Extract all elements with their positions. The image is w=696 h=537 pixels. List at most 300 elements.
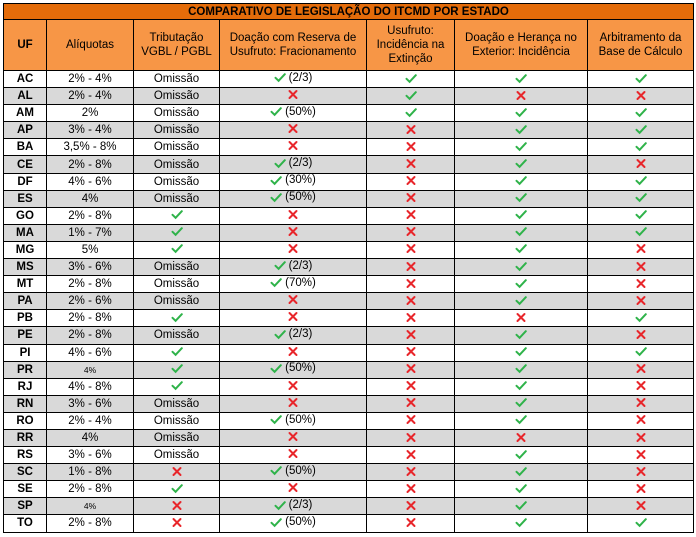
exterior-cell xyxy=(455,378,588,395)
uf-cell xyxy=(4,105,47,122)
usufruto-cell xyxy=(367,156,455,173)
cross-icon xyxy=(635,380,647,391)
doacao-content xyxy=(274,499,313,511)
doacao-fraction: (30%) xyxy=(285,174,316,187)
cross-icon xyxy=(287,294,299,305)
table-row xyxy=(4,105,694,122)
vgbl-cell xyxy=(134,498,220,515)
aliquotas-cell xyxy=(47,71,134,88)
exterior-cell xyxy=(455,71,588,88)
cross-icon xyxy=(635,500,647,511)
doacao-cell xyxy=(220,498,367,515)
checkmark-icon xyxy=(274,260,286,271)
uf-code: RO xyxy=(16,414,34,427)
cross-icon xyxy=(287,397,299,408)
aliquotas-cell xyxy=(47,464,134,481)
vgbl-cell xyxy=(134,139,220,156)
exterior-cell xyxy=(455,515,588,532)
doacao-fraction: (2/3) xyxy=(288,157,313,170)
aliquotas-cell xyxy=(47,515,134,532)
arbitramento-cell xyxy=(588,105,694,122)
cross-icon xyxy=(405,432,417,443)
checkmark-icon xyxy=(515,226,527,237)
doacao-cell xyxy=(220,481,367,498)
usufruto-cell xyxy=(367,224,455,241)
cross-icon xyxy=(287,89,299,100)
checkmark-icon xyxy=(515,517,527,528)
cross-icon xyxy=(635,449,647,460)
arbitramento-cell xyxy=(588,395,694,412)
vgbl-value: Omissão xyxy=(153,175,200,188)
uf-code: AC xyxy=(16,73,34,86)
doacao-content xyxy=(287,294,299,305)
doacao-fraction: (2/3) xyxy=(288,259,313,272)
doacao-content xyxy=(287,243,299,254)
doacao-content xyxy=(287,482,299,493)
uf-cell xyxy=(4,344,47,361)
vgbl-cell xyxy=(134,395,220,412)
checkmark-icon xyxy=(171,483,183,494)
doacao-cell xyxy=(220,241,367,258)
usufruto-cell xyxy=(367,498,455,515)
vgbl-cell xyxy=(134,481,220,498)
cross-icon xyxy=(405,175,417,186)
cross-icon xyxy=(635,432,647,443)
doacao-cell xyxy=(220,464,367,481)
vgbl-cell xyxy=(134,327,220,344)
doacao-content xyxy=(270,362,316,374)
cross-icon xyxy=(171,500,183,511)
uf-cell xyxy=(4,481,47,498)
doacao-cell xyxy=(220,71,367,88)
vgbl-value: Omissão xyxy=(153,295,200,308)
doacao-cell xyxy=(220,293,367,310)
header-arbitramento: Arbitramento da Base de Cálculo xyxy=(588,20,694,71)
vgbl-cell xyxy=(134,207,220,224)
vgbl-cell xyxy=(134,88,220,105)
checkmark-icon xyxy=(635,209,647,220)
doacao-fraction: (2/3) xyxy=(288,328,313,341)
aliquotas-value: 2% - 4% xyxy=(68,90,112,103)
exterior-cell xyxy=(455,156,588,173)
aliquotas-cell xyxy=(47,190,134,207)
doacao-fraction: (50%) xyxy=(285,105,316,118)
cross-icon xyxy=(405,346,417,357)
usufruto-cell xyxy=(367,481,455,498)
checkmark-icon xyxy=(635,124,647,135)
doacao-content xyxy=(287,123,299,134)
uf-cell xyxy=(4,139,47,156)
arbitramento-cell xyxy=(588,429,694,446)
doacao-fraction: (50%) xyxy=(285,413,316,426)
cross-icon xyxy=(171,517,183,528)
table-row xyxy=(4,395,694,412)
checkmark-icon xyxy=(635,192,647,203)
cross-icon xyxy=(287,243,299,254)
header-doacao-usufruto: Doação com Reserva de Usufruto: Fracionamento xyxy=(220,20,367,71)
exterior-cell xyxy=(455,481,588,498)
checkmark-icon xyxy=(635,226,647,237)
table-row xyxy=(4,481,694,498)
doacao-cell xyxy=(220,515,367,532)
arbitramento-cell xyxy=(588,293,694,310)
aliquotas-cell xyxy=(47,412,134,429)
arbitramento-cell xyxy=(588,71,694,88)
exterior-cell xyxy=(455,173,588,190)
doacao-content xyxy=(274,157,313,169)
doacao-content xyxy=(274,328,313,340)
doacao-cell xyxy=(220,105,367,122)
doacao-content xyxy=(287,226,299,237)
checkmark-icon xyxy=(405,90,417,101)
aliquotas-value: 2% - 8% xyxy=(68,312,112,325)
aliquotas-cell xyxy=(47,481,134,498)
vgbl-value: Omissão xyxy=(153,397,200,410)
doacao-cell xyxy=(220,378,367,395)
arbitramento-cell xyxy=(588,259,694,276)
vgbl-cell xyxy=(134,293,220,310)
cross-icon xyxy=(515,90,527,101)
cross-icon xyxy=(405,397,417,408)
doacao-content xyxy=(270,465,316,477)
uf-cell xyxy=(4,71,47,88)
vgbl-value: Omissão xyxy=(153,90,200,103)
table-row xyxy=(4,207,694,224)
uf-cell xyxy=(4,207,47,224)
aliquotas-cell xyxy=(47,293,134,310)
arbitramento-cell xyxy=(588,498,694,515)
arbitramento-cell xyxy=(588,224,694,241)
aliquotas-value: 3% - 6% xyxy=(68,397,112,410)
checkmark-icon xyxy=(171,312,183,323)
usufruto-cell xyxy=(367,207,455,224)
uf-cell xyxy=(4,361,47,378)
vgbl-cell xyxy=(134,241,220,258)
checkmark-icon xyxy=(270,175,282,186)
usufruto-cell xyxy=(367,361,455,378)
cross-icon xyxy=(405,141,417,152)
arbitramento-cell xyxy=(588,327,694,344)
doacao-cell xyxy=(220,139,367,156)
doacao-fraction: (2/3) xyxy=(288,71,313,84)
cross-icon xyxy=(635,363,647,374)
uf-code: MT xyxy=(16,278,34,291)
arbitramento-cell xyxy=(588,173,694,190)
vgbl-cell xyxy=(134,190,220,207)
aliquotas-value: 4% xyxy=(83,501,97,512)
aliquotas-value: 4% - 6% xyxy=(68,175,112,188)
usufruto-cell xyxy=(367,105,455,122)
vgbl-cell xyxy=(134,412,220,429)
aliquotas-cell xyxy=(47,378,134,395)
doacao-cell xyxy=(220,310,367,327)
usufruto-cell xyxy=(367,173,455,190)
doacao-cell xyxy=(220,276,367,293)
table-row xyxy=(4,259,694,276)
aliquotas-value: 1% - 8% xyxy=(68,466,112,479)
uf-cell xyxy=(4,224,47,241)
table-row xyxy=(4,224,694,241)
uf-code: RS xyxy=(17,449,33,462)
arbitramento-cell xyxy=(588,447,694,464)
doacao-fraction: (2/3) xyxy=(288,499,313,512)
cross-icon xyxy=(405,329,417,340)
aliquotas-cell xyxy=(47,88,134,105)
arbitramento-cell xyxy=(588,515,694,532)
exterior-cell xyxy=(455,259,588,276)
usufruto-cell xyxy=(367,378,455,395)
uf-code: MG xyxy=(15,243,35,256)
uf-cell xyxy=(4,310,47,327)
cross-icon xyxy=(405,124,417,135)
usufruto-cell xyxy=(367,464,455,481)
header-vgbl-pgbl: Tributação VGBL / PGBL xyxy=(134,20,220,71)
table-row xyxy=(4,310,694,327)
checkmark-icon xyxy=(515,397,527,408)
arbitramento-cell xyxy=(588,378,694,395)
aliquotas-value: 2% - 8% xyxy=(68,209,112,222)
checkmark-icon xyxy=(171,243,183,254)
uf-code: PR xyxy=(17,363,33,376)
uf-code: RJ xyxy=(17,380,33,393)
usufruto-cell xyxy=(367,122,455,139)
uf-code: MA xyxy=(16,226,34,239)
checkmark-icon xyxy=(515,209,527,220)
aliquotas-value: 4% - 8% xyxy=(68,380,112,393)
aliquotas-cell xyxy=(47,310,134,327)
doacao-cell xyxy=(220,190,367,207)
aliquotas-cell xyxy=(47,429,134,446)
aliquotas-value: 4% - 6% xyxy=(68,346,112,359)
doacao-cell xyxy=(220,88,367,105)
checkmark-icon xyxy=(270,192,282,203)
cross-icon xyxy=(405,278,417,289)
aliquotas-cell xyxy=(47,173,134,190)
cross-icon xyxy=(287,140,299,151)
cross-icon xyxy=(405,466,417,477)
checkmark-icon xyxy=(635,175,647,186)
checkmark-icon xyxy=(270,414,282,425)
uf-cell xyxy=(4,498,47,515)
exterior-cell xyxy=(455,105,588,122)
arbitramento-cell xyxy=(588,190,694,207)
arbitramento-cell xyxy=(588,207,694,224)
exterior-cell xyxy=(455,429,588,446)
checkmark-icon xyxy=(171,380,183,391)
table-row xyxy=(4,173,694,190)
uf-code: PE xyxy=(17,329,33,342)
vgbl-cell xyxy=(134,71,220,88)
usufruto-cell xyxy=(367,515,455,532)
table-row xyxy=(4,515,694,532)
checkmark-icon xyxy=(274,329,286,340)
cross-icon xyxy=(635,90,647,101)
uf-cell xyxy=(4,395,47,412)
aliquotas-cell xyxy=(47,139,134,156)
doacao-cell xyxy=(220,122,367,139)
cross-icon xyxy=(405,158,417,169)
cross-icon xyxy=(635,466,647,477)
aliquotas-value: 2% - 4% xyxy=(68,73,112,86)
checkmark-icon xyxy=(515,158,527,169)
uf-code: DF xyxy=(17,175,33,188)
checkmark-icon xyxy=(635,73,647,84)
uf-cell xyxy=(4,241,47,258)
aliquotas-cell xyxy=(47,207,134,224)
doacao-cell xyxy=(220,156,367,173)
cross-icon xyxy=(287,380,299,391)
vgbl-value: Omissão xyxy=(153,261,200,274)
checkmark-icon xyxy=(515,175,527,186)
aliquotas-value: 3% - 6% xyxy=(68,261,112,274)
checkmark-icon xyxy=(515,380,527,391)
uf-code: GO xyxy=(16,209,34,222)
cross-icon xyxy=(515,432,527,443)
itcmd-table xyxy=(3,3,694,533)
doacao-cell xyxy=(220,344,367,361)
checkmark-icon xyxy=(515,243,527,254)
table-row xyxy=(4,122,694,139)
doacao-content xyxy=(287,397,299,408)
aliquotas-value: 5% xyxy=(81,243,99,256)
usufruto-cell xyxy=(367,259,455,276)
vgbl-cell xyxy=(134,515,220,532)
exterior-cell xyxy=(455,276,588,293)
cross-icon xyxy=(405,363,417,374)
uf-code: PI xyxy=(19,346,31,359)
aliquotas-cell xyxy=(47,156,134,173)
uf-code: ES xyxy=(17,192,33,205)
vgbl-value: Omissão xyxy=(153,158,200,171)
exterior-cell xyxy=(455,122,588,139)
table-row xyxy=(4,464,694,481)
checkmark-icon xyxy=(270,465,282,476)
checkmark-icon xyxy=(270,363,282,374)
aliquotas-cell xyxy=(47,447,134,464)
checkmark-icon xyxy=(274,72,286,83)
aliquotas-cell xyxy=(47,224,134,241)
itcmd-comparison-sheet xyxy=(3,3,694,533)
cross-icon xyxy=(171,466,183,477)
cross-icon xyxy=(287,226,299,237)
table-row xyxy=(4,190,694,207)
vgbl-value: Omissão xyxy=(153,141,200,154)
doacao-content xyxy=(270,516,316,528)
arbitramento-cell xyxy=(588,310,694,327)
table-row xyxy=(4,344,694,361)
usufruto-cell xyxy=(367,310,455,327)
uf-cell xyxy=(4,412,47,429)
vgbl-cell xyxy=(134,276,220,293)
arbitramento-cell xyxy=(588,139,694,156)
checkmark-icon xyxy=(635,346,647,357)
checkmark-icon xyxy=(515,124,527,135)
uf-cell xyxy=(4,173,47,190)
uf-code: PA xyxy=(17,295,33,308)
table-row xyxy=(4,71,694,88)
uf-code: BA xyxy=(16,141,34,154)
doacao-fraction: (50%) xyxy=(285,516,316,529)
uf-cell xyxy=(4,190,47,207)
doacao-content xyxy=(287,89,299,100)
cross-icon xyxy=(287,482,299,493)
doacao-cell xyxy=(220,361,367,378)
doacao-content xyxy=(287,209,299,220)
arbitramento-cell xyxy=(588,88,694,105)
vgbl-value: Omissão xyxy=(153,73,200,86)
aliquotas-cell xyxy=(47,122,134,139)
arbitramento-cell xyxy=(588,344,694,361)
header-doacao-exterior: Doação e Herança no Exterior: Incidência xyxy=(455,20,588,71)
table-title: COMPARATIVO DE LEGISLAÇÃO DO ITCMD POR ESTADO xyxy=(4,4,694,20)
checkmark-icon xyxy=(635,312,647,323)
vgbl-cell xyxy=(134,173,220,190)
table-row xyxy=(4,429,694,446)
doacao-content xyxy=(287,431,299,442)
uf-cell xyxy=(4,122,47,139)
doacao-cell xyxy=(220,395,367,412)
cross-icon xyxy=(635,295,647,306)
uf-code: RN xyxy=(16,397,34,410)
checkmark-icon xyxy=(405,107,417,118)
aliquotas-value: 2% - 8% xyxy=(68,278,112,291)
aliquotas-cell xyxy=(47,395,134,412)
exterior-cell xyxy=(455,327,588,344)
exterior-cell xyxy=(455,293,588,310)
cross-icon xyxy=(405,414,417,425)
cross-icon xyxy=(405,500,417,511)
doacao-content xyxy=(287,311,299,322)
checkmark-icon xyxy=(515,107,527,118)
aliquotas-value: 2% - 8% xyxy=(68,158,112,171)
vgbl-cell xyxy=(134,361,220,378)
checkmark-icon xyxy=(171,209,183,220)
doacao-cell xyxy=(220,429,367,446)
checkmark-icon xyxy=(515,192,527,203)
vgbl-cell xyxy=(134,259,220,276)
table-row xyxy=(4,327,694,344)
vgbl-cell xyxy=(134,310,220,327)
cross-icon xyxy=(635,158,647,169)
uf-cell xyxy=(4,276,47,293)
aliquotas-value: 3% - 6% xyxy=(68,449,112,462)
vgbl-value: Omissão xyxy=(153,124,200,137)
usufruto-cell xyxy=(367,412,455,429)
cross-icon xyxy=(287,123,299,134)
uf-code: SC xyxy=(17,466,33,479)
doacao-content xyxy=(287,140,299,151)
checkmark-icon xyxy=(515,483,527,494)
vgbl-value: Omissão xyxy=(153,107,200,120)
vgbl-cell xyxy=(134,122,220,139)
cross-icon xyxy=(635,278,647,289)
cross-icon xyxy=(405,226,417,237)
uf-cell xyxy=(4,156,47,173)
checkmark-icon xyxy=(405,73,417,84)
cross-icon xyxy=(635,329,647,340)
cross-icon xyxy=(515,312,527,323)
uf-cell xyxy=(4,429,47,446)
arbitramento-cell xyxy=(588,122,694,139)
usufruto-cell xyxy=(367,139,455,156)
checkmark-icon xyxy=(515,141,527,152)
cross-icon xyxy=(405,209,417,220)
aliquotas-value: 2% - 4% xyxy=(68,414,112,427)
cross-icon xyxy=(635,261,647,272)
cross-icon xyxy=(405,380,417,391)
checkmark-icon xyxy=(270,106,282,117)
doacao-content xyxy=(270,191,316,203)
